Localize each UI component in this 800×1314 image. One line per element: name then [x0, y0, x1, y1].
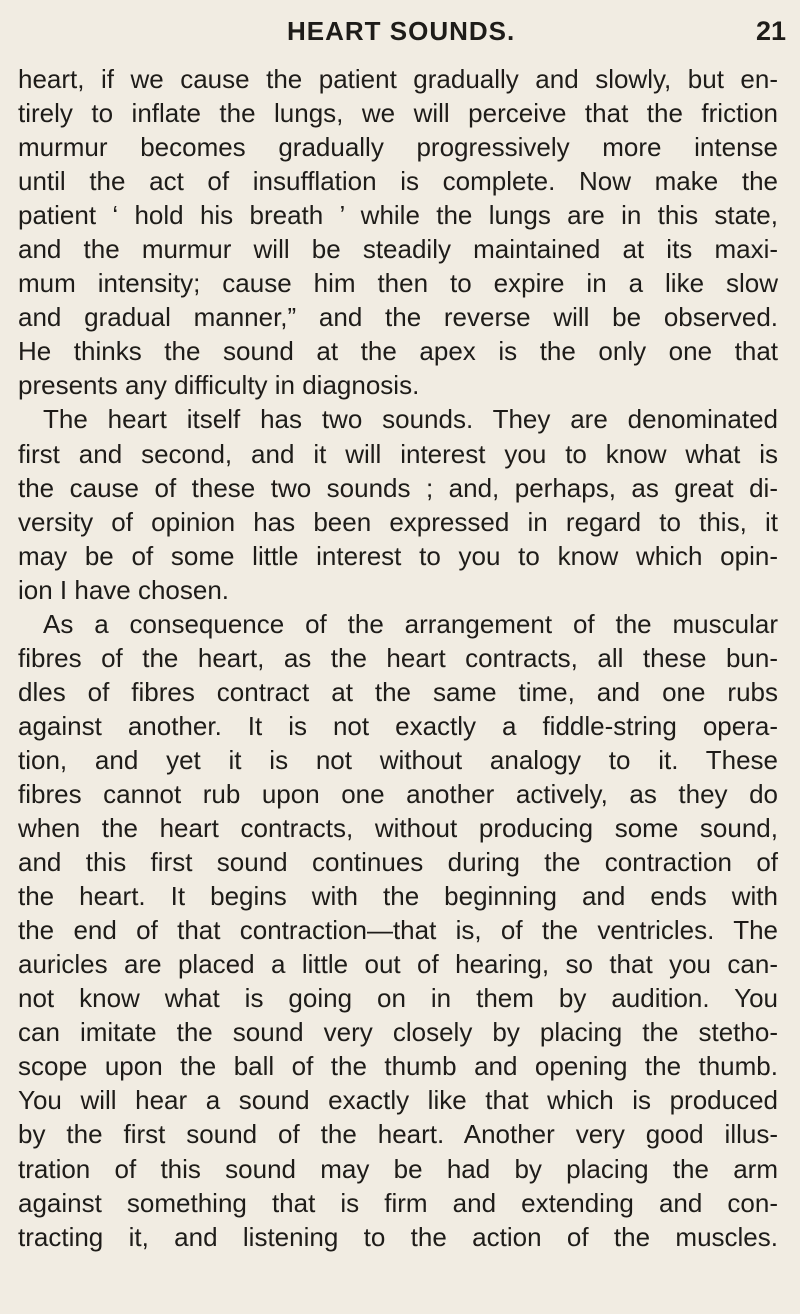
- text-line: the cause of these two sounds ; and, perhaps, as great di-: [18, 472, 778, 503]
- text-line: by the first sound of the heart. Another very good illus-: [18, 1119, 778, 1150]
- text-line: the end of that contraction—that is, of the ventricles. The: [18, 915, 778, 946]
- text-line: not know what is going on in them by audition. You: [18, 983, 778, 1014]
- text-line: murmur becomes gradually progressively more intense: [18, 132, 778, 163]
- text-line: against another. It is not exactly a fiddle-string opera-: [18, 710, 778, 741]
- text-line: auricles are placed a little out of hearing, so that you can-: [18, 949, 778, 980]
- text-line: versity of opinion has been expressed in regard to this, it: [18, 506, 778, 537]
- text-line: fibres of the heart, as the heart contracts, all these bun-: [18, 642, 778, 673]
- text-line: can imitate the sound very closely by placing the stetho-: [18, 1017, 778, 1048]
- text-line: dles of fibres contract at the same time, and one rubs: [18, 676, 778, 707]
- text-line: As a consequence of the arrangement of the muscular: [43, 608, 778, 639]
- running-head: HEART SOUNDS.: [287, 16, 516, 46]
- text-line: and the murmur will be steadily maintained at its maxi-: [18, 234, 778, 265]
- text-line: may be of some little interest to you to know which opin-: [18, 540, 778, 571]
- text-line: ion I have chosen.: [18, 574, 230, 605]
- text-line: fibres cannot rub upon one another actively, as they do: [18, 778, 778, 809]
- text-line: against something that is firm and extending and con-: [18, 1187, 778, 1218]
- text-line: first and second, and it will interest you to know what is: [18, 438, 778, 469]
- text-line: tirely to inflate the lungs, we will perceive that the friction: [18, 98, 778, 129]
- body-text: [18, 62, 778, 1254]
- text-line: The heart itself has two sounds. They are denominated: [43, 404, 778, 435]
- text-line: and gradual manner,” and the reverse will be observed.: [18, 302, 778, 333]
- text-line: heart, if we cause the patient gradually and slowly, but en-: [18, 64, 778, 94]
- text-line: tion, and yet it is not without analogy to it. These: [18, 744, 778, 775]
- text-line: tration of this sound may be had by placing the arm: [18, 1153, 778, 1184]
- page-number: 21: [755, 16, 786, 46]
- text-line: presents any difficulty in diagnosis.: [18, 370, 420, 401]
- text-line: mum intensity; cause him then to expire in a like slow: [18, 268, 778, 299]
- text-line: patient ‘ hold his breath ’ while the lungs are in this state,: [18, 200, 778, 231]
- text-line: until the act of insufflation is complete. Now make the: [18, 166, 778, 197]
- text-line: the heart. It begins with the beginning and ends with: [18, 881, 778, 912]
- text-line: scope upon the ball of the thumb and opening the thumb.: [18, 1051, 778, 1082]
- text-line: and this first sound continues during the contraction of: [18, 847, 778, 878]
- text-line: tracting it, and listening to the action of the muscles.: [18, 1221, 778, 1252]
- page-header: [0, 16, 800, 56]
- text-line: when the heart contracts, without producing some sound,: [18, 813, 778, 844]
- text-line: You will hear a sound exactly like that which is produced: [18, 1085, 778, 1116]
- text-line: He thinks the sound at the apex is the only one that: [18, 336, 778, 367]
